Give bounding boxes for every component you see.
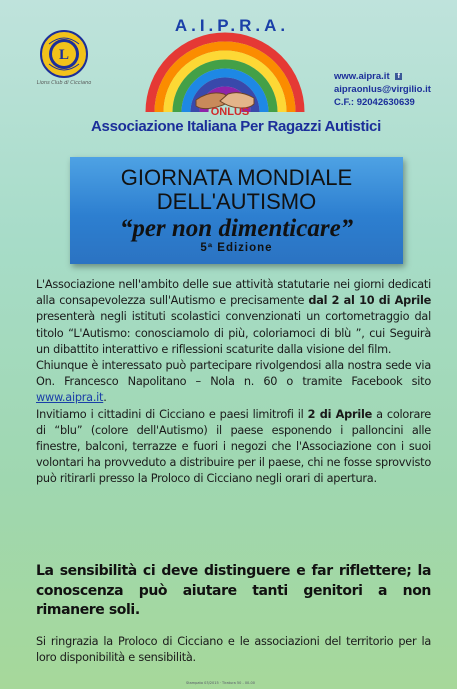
website-link[interactable]: www.aipra.it xyxy=(36,391,104,405)
aipra-title: A.I.P.R.A. xyxy=(174,16,290,35)
p2-text-a: Chiunque è interessato può partecipare rivolgendosi alla nostra sede via On. Francesco Napolitano – Nola n. 60 o tramite Facebook sito xyxy=(36,359,431,389)
p1-text-a: L'Associazione nell'ambito delle sue attività statutarie nei giorni dedicati alla consapevolezza sull'Autismo e precisamente xyxy=(36,278,431,308)
facebook-icon[interactable]: f xyxy=(395,73,402,80)
print-footer: Stampato 03/2015 · Tiratura 50 - 00-00 xyxy=(186,681,256,685)
tax-code-text: C.F.: 92042630639 xyxy=(334,97,415,108)
email-text[interactable]: aipraonlus@virgilio.it xyxy=(334,84,431,95)
banner-edition: 5ª Edizione xyxy=(200,242,273,254)
website-text[interactable]: www.aipra.it xyxy=(334,71,390,82)
banner-line-1: GIORNATA MONDIALE xyxy=(120,165,353,190)
lions-emblem-icon xyxy=(40,30,88,78)
paragraph-3 xyxy=(36,407,431,488)
paragraph-1 xyxy=(36,277,431,358)
lions-caption: Lions Club di Cicciano xyxy=(36,80,92,86)
p1-dates: dal 2 al 10 di Aprile xyxy=(308,294,431,308)
thanks-text: Si ringrazia la Proloco di Cicciano e le associazioni del territorio per la loro disponibilità e sensibilità. xyxy=(36,635,431,665)
p3-text-a: Invitiamo i cittadini di Cicciano e paesi limitrofi il xyxy=(36,407,308,421)
association-name: Associazione Italiana Per Ragazzi Autistici xyxy=(91,118,381,135)
p3-text-b: a colorare di “blu” (colore dell'Autismo) il paese esponendo i palloncini alle finestre, balconi, terrazze e fuori i negozi che l'Associazione con i suoi volontari ha provveduto a distribuire per il paese, chi ne fosse sprovvisto può ritirarli presso la Proloco di Cicciano negli orari di apertura. xyxy=(36,407,431,486)
lions-club-logo xyxy=(36,30,92,86)
paragraph-2 xyxy=(36,358,431,407)
p1-text-b: presenterà negli istituti scolastici convenzionati un cortometraggio dal titolo “L'Autismo: conosciamolo di più, coloriamoci di blù ”, cui Seguirà un dibattito interattivo e riflessioni scaturite dalla visione del film. xyxy=(36,310,431,356)
event-banner xyxy=(70,157,403,264)
onlus-label: ONLUS xyxy=(210,106,250,118)
svg-text:L: L xyxy=(58,47,70,63)
emphasis-text: La sensibilità ci deve distinguere e far riflettere; la conoscenza può aiutare tanti genitori a non rimanere soli. xyxy=(36,563,431,618)
body-text xyxy=(36,277,431,488)
p2-text-b: . xyxy=(103,391,107,405)
contacts-block xyxy=(334,70,431,109)
banner-line-2: DELL'AUTISMO xyxy=(156,189,317,214)
p3-date: 2 di Aprile xyxy=(307,407,372,421)
banner-tagline: “per non dimenticare” xyxy=(119,215,354,242)
rainbow-icon xyxy=(140,22,310,117)
website-row xyxy=(334,70,431,83)
rainbow-logo xyxy=(140,22,310,117)
